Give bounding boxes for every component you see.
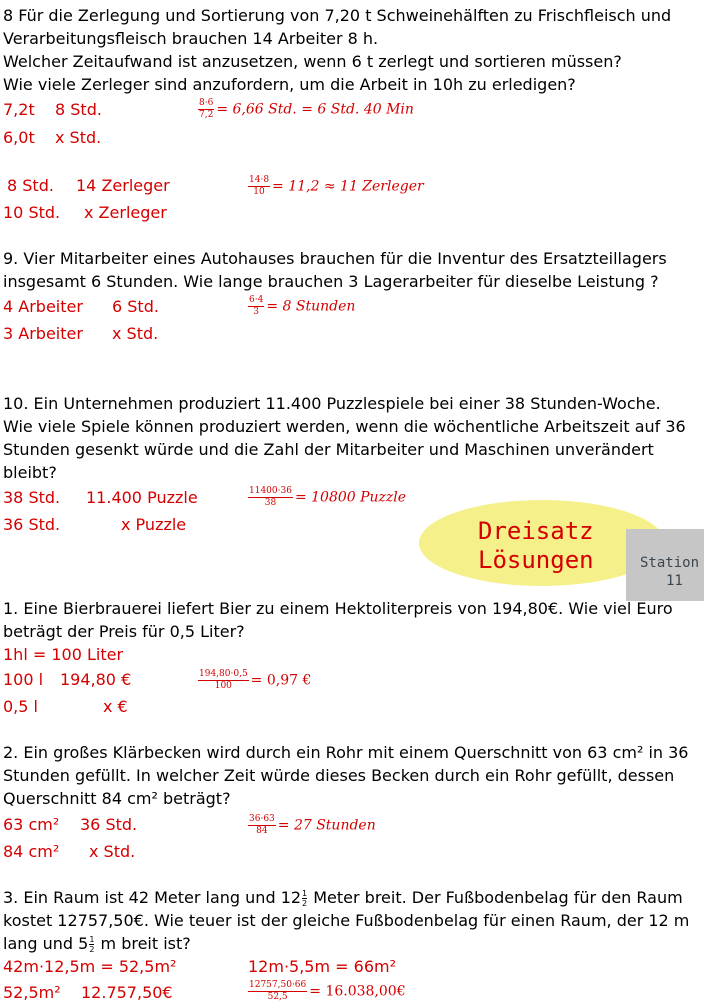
problem9-row2-a: 3 Arbeiter (3, 324, 83, 343)
calc-numerator: 11400·36 (249, 486, 292, 496)
problem1-text-line2: beträgt der Preis für 0,5 Liter? (3, 622, 245, 641)
problem2-text-line3: Querschnitt 84 cm² beträgt? (3, 789, 231, 808)
problem1-row1-a: 100 l (3, 670, 44, 689)
problem2-row1-b: 36 Std. (80, 815, 138, 834)
stamp-line2: Lösungen (478, 546, 594, 574)
calc-numerator: 194,80·0,5 (199, 669, 248, 679)
calc-denominator: 3 (253, 307, 260, 317)
problem2-text-line1: 2. Ein großes Klärbecken wird durch ein Rohr mit einem Querschnitt von 63 cm² in 36 (3, 743, 689, 762)
problem8-text-line3: Welcher Zeitaufwand ist anzusetzen, wenn 6 t zerlegt und sortieren müssen? (3, 52, 622, 71)
problem9-row1-b: 6 Std. (112, 297, 159, 316)
problem3-row1-a: 42m·12,5m = 52,5m² (3, 957, 177, 976)
problem8-text-line2: Verarbeitungsfleisch brauchen 14 Arbeiter 8 h. (3, 29, 379, 48)
problem9-calc (248, 295, 355, 318)
problem2-calc (248, 814, 376, 837)
calc-denominator: 84 (256, 826, 268, 836)
problem10-row1-a: 38 Std. (3, 488, 61, 507)
problem10-text-line4: bleibt? (3, 463, 57, 482)
problem8-row2-a: 6,0t (3, 128, 35, 147)
calc-result: = 10800 Puzzle (294, 489, 407, 506)
problem10-text-line3: Stunden gesenkt würde und die Zahl der Mitarbeiter und Maschinen unverändert (3, 440, 654, 459)
problem8-calc2 (248, 175, 424, 198)
problem8-row2-b: x Std. (55, 128, 102, 147)
problem10-text-line1: 10. Ein Unternehmen produziert 11.400 Puzzlespiele bei einer 38 Stunden-Woche. (3, 394, 661, 413)
problem1-row2-a: 0,5 l (3, 697, 38, 716)
problem10-row1-b: 11.400 Puzzle (86, 488, 198, 507)
calc-result: = 0,97 € (250, 672, 312, 689)
problem3-text-line1-start: 3. Ein Raum ist 42 Meter lang und 12 (3, 888, 302, 907)
calc-denominator: 100 (214, 681, 232, 691)
problem3-text-line3-start: lang und 5 (3, 934, 89, 953)
calc-numerator: 12757,50·66 (249, 980, 307, 990)
problem3-text-line1-end: Meter breit. Der Fußbodenbelag für den Raum (308, 888, 683, 907)
problem10-row2-a: 36 Std. (3, 515, 61, 534)
calc-denominator: 38 (264, 498, 277, 508)
calc-result: = 16.038,00€ (309, 983, 406, 1000)
problem3-text-line1 (3, 888, 683, 908)
problem1-row1-b: 194,80 € (60, 670, 132, 689)
problem8-row3-a: 8 Std. (7, 176, 54, 195)
problem8-row3-b: 14 Zerleger (76, 176, 170, 195)
calc-denominator: 10 (253, 187, 265, 197)
calc-denominator: 7,2 (199, 110, 214, 120)
problem8-calc1 (198, 98, 414, 121)
problem8-row1-b: 8 Std. (55, 100, 102, 119)
problem8-text-line4: Wie viele Zerleger sind anzufordern, um die Arbeit in 10h zu erledigen? (3, 75, 576, 94)
problem3-text-line3-end: m breit ist? (95, 934, 191, 953)
problem8-row4-b: x Zerleger (84, 203, 167, 222)
station-box (626, 529, 704, 601)
problem10-row2-b: x Puzzle (121, 515, 187, 534)
problem10-calc (248, 486, 406, 509)
problem1-row2-b: x € (103, 697, 128, 716)
problem9-row2-b: x Std. (112, 324, 159, 343)
problem8-row1-a: 7,2t (3, 100, 35, 119)
problem2-row2-a: 84 cm² (3, 842, 60, 861)
problem9-text-line1: 9. Vier Mitarbeiter eines Autohauses brauchen für die Inventur des Ersatzteillagers (3, 249, 667, 268)
calc-result: = 11,2 ≈ 11 Zerleger (272, 178, 424, 195)
problem1-note: 1hl = 100 Liter (3, 645, 124, 664)
problem9-text-line2: insgesamt 6 Stunden. Wie lange brauchen 3 Lagerarbeiter für dieselbe Leistung ? (3, 272, 659, 291)
problem1-text-line1: 1. Eine Bierbrauerei liefert Bier zu einem Hektoliterpreis von 194,80€. Wie viel Euro (3, 599, 673, 618)
problem8-text-line1: 8 Für die Zerlegung und Sortierung von 7,20 t Schweinehälften zu Frischfleisch und (3, 6, 672, 25)
problem2-row1-a: 63 cm² (3, 815, 60, 834)
stamp-line1: Dreisatz (478, 517, 594, 545)
station-label: Station (640, 555, 700, 571)
problem2-text-line2: Stunden gefüllt. In welcher Zeit würde dieses Becken durch ein Rohr gefüllt, dessen (3, 766, 675, 785)
problem3-calc (248, 980, 406, 1003)
half-fraction: $\frac{1}{2}$ (302, 889, 308, 908)
problem1-calc (198, 669, 311, 692)
problem3-text-line3 (3, 934, 191, 954)
calc-denominator: 52,5 (267, 992, 288, 1002)
calc-result: = 27 Stunden (277, 817, 376, 834)
calc-result: = 6,66 Std. = 6 Std. 40 Min (216, 101, 414, 118)
problem3-row2-b: 12.757,50€ (81, 983, 173, 1002)
calc-numerator: 36·63 (249, 814, 275, 824)
calc-numerator: 6·4 (249, 295, 264, 305)
calc-numerator: 14·8 (249, 175, 270, 185)
station-number: 11 (666, 573, 683, 589)
half-fraction: $\frac{1}{2}$ (89, 935, 95, 954)
calc-result: = 8 Stunden (266, 298, 356, 315)
problem3-text-line2: kostet 12757,50€. Wie teuer ist der gleiche Fußbodenbelag für einen Raum, der 12 m (3, 911, 690, 930)
calc-numerator: 8·6 (199, 98, 214, 108)
problem3-row1-b: 12m·5,5m = 66m² (248, 957, 396, 976)
problem2-row2-b: x Std. (89, 842, 136, 861)
problem8-row4-a: 10 Std. (3, 203, 61, 222)
problem9-row1-a: 4 Arbeiter (3, 297, 83, 316)
problem3-row2-a: 52,5m² (3, 983, 61, 1002)
problem10-text-line2: Wie viele Spiele können produziert werden, wenn die wöchentliche Arbeitszeit auf 36 (3, 417, 686, 436)
